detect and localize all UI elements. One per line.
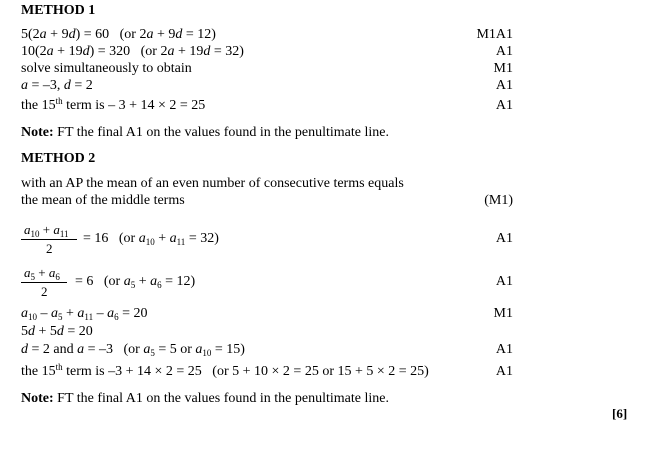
mark-a1: A1	[495, 274, 513, 289]
note-text: FT the final A1 on the values found in the penultimate line.	[53, 391, 389, 406]
method2-heading: METHOD 2	[21, 151, 96, 166]
fraction-denominator: 2	[46, 241, 53, 256]
mark-a1: A1	[495, 44, 513, 59]
mark-a1: A1	[495, 78, 513, 93]
mark-a1: A1	[495, 364, 513, 379]
method2-line-2: 5d + 5d = 20	[21, 324, 93, 339]
method2-intro-line-2: the mean of the middle terms	[21, 193, 185, 208]
method1-line-3: solve simultaneously to obtain	[21, 61, 192, 76]
mark-a1: A1	[495, 98, 513, 113]
fraction-bar	[21, 239, 77, 240]
fraction-rest: = 6 (or $a_5 + a_6 = 12$)	[75, 274, 196, 290]
method1-note	[21, 125, 389, 141]
method2-intro-line-1: with an AP the mean of an even number of consecutive terms equals	[21, 176, 404, 191]
method2-line-3: d = 2 and a = –3 (or $a_5 = 5$ or $a_{10} = 15$)	[21, 342, 245, 358]
method1-heading: METHOD 1	[21, 3, 96, 18]
mark-m1: M1	[493, 61, 513, 76]
method2-note	[21, 391, 389, 407]
note-label: Note:	[21, 391, 54, 406]
mark-m1-bracketed: (M1)	[484, 193, 513, 208]
mark-a1: A1	[495, 231, 513, 246]
fraction-bar	[21, 282, 67, 283]
method2-line-1: $a_{10} - a_5 + a_{11} - a_6 = 20$	[21, 306, 148, 322]
fraction-denominator: 2	[41, 284, 48, 299]
mark-m1: M1	[493, 306, 513, 321]
method1-line-5: the 15th term is – 3 + 14 × 2 = 25	[21, 96, 206, 113]
method2-line-4: the 15th term is –3 + 14 × 2 = 25 (or 5 + 10 × 2 = 25 or 15 + 5 × 2 = 25)	[21, 362, 429, 379]
method1-line-2: 10(2a + 19d) = 320 (or 2a + 19d = 32)	[21, 44, 244, 59]
fraction-numerator: $a_{10} + a_{11}$	[24, 222, 69, 239]
mark-m1a1: M1A1	[476, 27, 513, 42]
note-label: Note:	[21, 125, 54, 140]
fraction-rest: = 16 (or $a_{10} + a_{11} = 32$)	[83, 231, 219, 247]
method1-line-1: 5(2a + 9d) = 60 (or 2a + 9d = 12)	[21, 27, 216, 42]
note-text: FT the final A1 on the values found in the penultimate line.	[53, 125, 389, 140]
mark-a1: A1	[495, 342, 513, 357]
fraction-equation-1	[21, 222, 461, 262]
total-marks: [6]	[612, 406, 628, 421]
method1-line-4: a = –3, d = 2	[21, 78, 93, 93]
fraction-numerator: $a_5 + a_6$	[24, 265, 60, 282]
fraction-equation-2	[21, 265, 461, 305]
